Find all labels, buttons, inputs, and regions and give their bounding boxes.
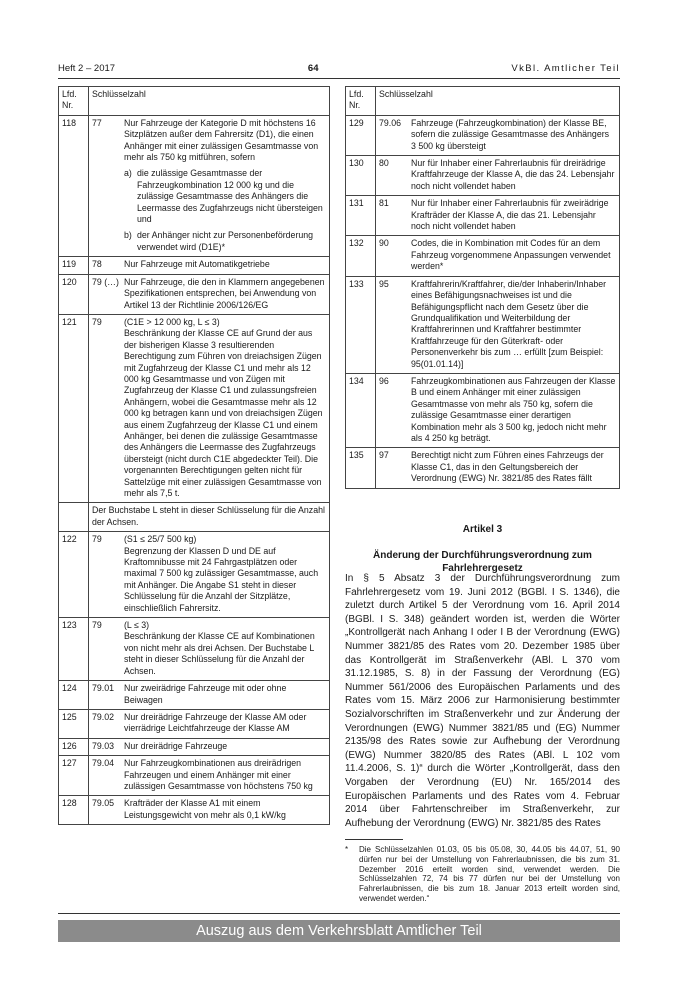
row-nr: 129 xyxy=(346,115,376,155)
row-text: Fahrzeugkombinationen aus Fahrzeugen der Klasse B und einem Anhänger mit einer zulässigen Gesamtmasse von mehr als 750 kg, sofern die zulässige Gesamtmasse einer derartigen Kombination mehr als 3 500 kg, jedoch nicht mehr als 4 250 kg beträgt. xyxy=(409,373,620,447)
row-nr: 120 xyxy=(59,274,89,314)
row-code: 97 xyxy=(376,448,410,488)
row-code: 79.06 xyxy=(376,115,410,155)
col-nr-header: Lfd. Nr. xyxy=(59,87,89,116)
footnote-rule xyxy=(345,839,403,840)
table-row xyxy=(346,276,620,373)
row-nr: 134 xyxy=(346,373,376,447)
table-row xyxy=(59,618,330,681)
right-column xyxy=(345,86,620,489)
table-row xyxy=(346,236,620,276)
row-nr: 131 xyxy=(346,196,376,236)
row-nr: 128 xyxy=(59,796,89,825)
table-row-note xyxy=(59,503,330,532)
row-nr: 119 xyxy=(59,257,89,274)
row-text: Berechtigt nicht zum Führen eines Fahrzeugs der Klasse C1, das in den Geltungsbereich der Verordnung (EWG) Nr. 3821/85 des Rates fällt xyxy=(409,448,620,488)
footer-banner: Auszug aus dem Verkehrsblatt Amtlicher Teil xyxy=(58,920,620,942)
article-body: In § 5 Absatz 3 der Durchführungsverordnung zum Fahrlehrergesetz vom 19. Juni 2012 (BGBl. I S. 1346), die zuletzt durch Artikel 5 der Verordnung vom 16. April 2014 (BGBl. I S. 348) geändert worden ist, werden die Wörter „Kontrollgerät nach Anhang I oder I B der Verordnung (EWG) Nummer 3821/85 des Rates vom 20. Dezember 1985 über das Kontrollgerät im Straßenverkehr (ABl. L 370 vom 31.12.1985, S. 8) in der Fassung der Verordnung (EG) Nummer 561/2006 des Europäischen Parlaments und des Rates vom 15. März 2006 zur Harmonisierung bestimmter Sozialvorschriften im Straßenverkehr und zur Änderung der Verordnungen (EWG) Nummer 3821/85 und (EG) Nummer 2135/98 des Rates sowie zur Aufhebung der Verordnung (EWG) Nummer 3820/85 des Rates (ABl. L 102 vom 11.4.2006, S. 1)“ durch die Wörter „Kontrollgerät, dass den Vorgaben der Verordnung (EU) Nr. 165/2014 des Europäischen Parlaments und des Rates vom 4. Februar 2014 über Fahrtenschreiber im Straßenverkehr, zur Aufhebung der Verordnung (EWG) Nr. 3821/85 des Rates xyxy=(345,573,620,829)
table-row xyxy=(59,709,330,738)
row-text: Nur für Inhaber einer Fahrerlaubnis für dreirädrige Kraftfahrzeuge der Klasse A, die das 24. Lebensjahr noch nicht vollendet haben xyxy=(409,156,620,196)
row-code: 79.04 xyxy=(89,756,123,796)
col-key-header: Schlüsselzahl xyxy=(89,87,330,116)
table-row xyxy=(346,115,620,155)
row-code: 79 xyxy=(89,618,123,681)
row-text: Nur Fahrzeuge mit Automatikgetriebe xyxy=(122,257,330,274)
col-key-header: Schlüsselzahl xyxy=(376,87,620,116)
footer-rule xyxy=(58,913,620,914)
row-detail-text: Begrenzung der Klassen D und DE auf Kraftomnibusse mit 24 Fahrgastplätzen oder maximal 7 500 kg zulässiger Gesamtmasse, auch mit Anhänger. Die Angabe S1 steht in dieser Schlüsselung für die Anzahl der Sitzplätze, einschließlich Fahrersitz. xyxy=(124,545,319,613)
row-text: Krafträder der Klasse A1 mit einem Leistungsgewicht von mehr als 0,1 kW/kg xyxy=(122,796,330,825)
row-main-text: Nur Fahrzeuge der Kategorie D mit höchstens 16 Sitzplätzen außer dem Fahrersitz (D1), die einen Anhänger mit einer zulässigen Gesamtmasse von mehr als 750 kg mitführen, sofern xyxy=(124,117,319,163)
key-table-right xyxy=(345,86,620,489)
table-row xyxy=(346,156,620,196)
row-code: 90 xyxy=(376,236,410,276)
row-code: 78 xyxy=(89,257,123,274)
issue-label: Heft 2 – 2017 xyxy=(58,62,116,74)
row-code: 79.05 xyxy=(89,796,123,825)
row-text: Nur dreirädrige Fahrzeuge der Klasse AM oder vierrädrige Leichtfahrzeuge der Klasse AM xyxy=(122,709,330,738)
sub-item-label: b) xyxy=(124,230,132,241)
row-note: Der Buchstabe L steht in dieser Schlüsselung für die Anzahl der Achsen. xyxy=(89,503,330,532)
row-main-text: (C1E > 12 000 kg, L ≤ 3) xyxy=(124,316,220,327)
row-nr: 126 xyxy=(59,738,89,755)
col-nr-header: Lfd. Nr. xyxy=(346,87,376,116)
row-text: Nur für Inhaber einer Fahrerlaubnis für zweirädrige Krafträder der Klasse A, die das 21. Lebensjahr noch nicht vollendet haben xyxy=(409,196,620,236)
row-detail-text: Beschränkung der Klasse CE auf Kombinationen von nicht mehr als drei Achsen. Der Buchstabe L steht in dieser Schlüsselung für die Anzahl der Achsen. xyxy=(124,631,315,676)
row-text: Nur Fahrzeuge, die den in Klammern angegebenen Spezifikationen entsprechen, bei Anwendung von Artikel 13 der Richtlinie 2006/126/EG xyxy=(122,274,330,314)
left-column xyxy=(58,86,330,825)
header-rule xyxy=(58,78,620,79)
article-number: Artikel 3 xyxy=(462,524,503,535)
sub-item-label: a) xyxy=(124,168,132,179)
table-row xyxy=(59,756,330,796)
sub-item-text: die zulässige Gesamtmasse der Fahrzeugkombination 12 000 kg und die zulässige Gesamtmasse des Anhängers die Leermasse des Zugfahrzeugs nicht übersteigen und xyxy=(137,168,323,225)
row-nr-empty xyxy=(59,503,89,532)
table-row xyxy=(59,274,330,314)
row-code: 79.03 xyxy=(89,738,123,755)
row-nr: 135 xyxy=(346,448,376,488)
sub-item-text: der Anhänger nicht zur Personenbeförderung verwendet wird (D1E)* xyxy=(137,230,314,252)
row-code: 81 xyxy=(376,196,410,236)
row-nr: 130 xyxy=(346,156,376,196)
row-nr: 118 xyxy=(59,115,89,256)
key-table-left xyxy=(58,86,330,825)
row-code: 96 xyxy=(376,373,410,447)
row-code: 79.01 xyxy=(89,681,123,710)
table-row xyxy=(59,681,330,710)
row-main-text: (S1 ≤ 25/7 500 kg) xyxy=(124,534,197,545)
row-text: Nur dreirädrige Fahrzeuge xyxy=(122,738,330,755)
row-nr: 132 xyxy=(346,236,376,276)
row-code: 80 xyxy=(376,156,410,196)
table-header-row xyxy=(346,87,620,116)
row-text xyxy=(122,618,330,681)
row-nr: 127 xyxy=(59,756,89,796)
journal-title: VkBl. Amtlicher Teil xyxy=(511,62,620,74)
row-text: Fahrzeuge (Fahrzeugkombination) der Klasse BE, sofern die zulässige Gesamtmasse des Anhängers 3 500 kg übersteigt xyxy=(409,115,620,155)
row-main-text: (L ≤ 3) xyxy=(124,620,150,631)
row-nr: 121 xyxy=(59,314,89,503)
row-nr: 133 xyxy=(346,276,376,373)
table-row xyxy=(59,115,330,256)
row-text: Kraftfahrerin/Kraftfahrer, die/der Inhaberin/Inhaber eines Befähigungsnachweises ist und die Befähigungspflicht nach dem Gesetz über die Grundqualifikation und Weiterbildung der Kraftfahrerinnen und Kraftfahrer bestimmter Kraftfahrzeuge für den Güterkraft- oder Personenverkehr bis zum … erfüllt [zum Beispiel: 95(01.01.14)] xyxy=(409,276,620,373)
table-row xyxy=(346,196,620,236)
row-text xyxy=(122,115,330,256)
page-header xyxy=(58,60,620,76)
row-text: Codes, die in Kombination mit Codes für an dem Fahrzeug vorgenommene Anpassungen verwendet werden* xyxy=(409,236,620,276)
table-row xyxy=(59,532,330,618)
table-row xyxy=(59,314,330,503)
sub-item-b xyxy=(124,230,326,253)
table-row xyxy=(59,796,330,825)
table-row xyxy=(59,738,330,755)
footnote-marker: * xyxy=(345,845,349,854)
row-nr: 125 xyxy=(59,709,89,738)
row-code: 79 xyxy=(89,532,123,618)
row-text xyxy=(122,532,330,618)
table-row xyxy=(346,373,620,447)
row-text xyxy=(122,314,330,503)
footnote xyxy=(345,845,620,904)
row-nr: 123 xyxy=(59,618,89,681)
article-title: Änderung der Durchführungsverordnung zum Fahrlehrergesetz xyxy=(373,550,592,574)
footnote-text: Die Schlüsselzahlen 01.03, 05 bis 05.08, 30, 44.05 bis 44.07, 51, 90 dürfen nur bei der Umstellung von Fahrerlaubnissen, die bis zum 31. Dezember 2016 erteilt worden sind, verwendet werden. Die Schlüsselzahlen 72, 74 bis 77 dürfen nur bei der Umstellung von Fahrerlaubnissen, die bis zum 18. Januar 2013 erteilt worden sind, verwendet werden.“ xyxy=(359,845,620,903)
table-row xyxy=(346,448,620,488)
row-detail-text: Beschränkung der Klasse CE auf Grund der aus der bisherigen Klasse 3 resultierenden Berechtigung zum Führen von dreiachsigen Zügen mit Zugfahrzeug der Klasse C1 und mehr als 12 000 kg Gesamtmasse und von Zügen mit Zugfahrzeug der Klasse C1 und zulassungsfreien Anhängern, wobei die Gesamtmasse mehr als 12 000 kg betragen kann und von dreiachsigen Zügen aus einem Zugfahrzeug der Klasse C1 und einem Anhänger, bei denen die zulässige Gesamtmasse des Anhängers die Leermasse des Zugfahrzeugs übersteigt (nicht durch C1E abgedeckter Teil). Die vorgenannten Berechtigungen gelten nicht für Sattelzüge mit einer zulässigen Gesamtmasse von mehr als 7,5 t. xyxy=(124,328,323,498)
sub-item-a xyxy=(124,168,326,225)
row-code: 95 xyxy=(376,276,410,373)
row-nr: 124 xyxy=(59,681,89,710)
row-code: 77 xyxy=(89,115,123,256)
row-code: 79 (…) xyxy=(89,274,123,314)
table-row xyxy=(59,257,330,274)
page-number: 64 xyxy=(307,62,319,74)
row-code: 79 xyxy=(89,314,123,503)
row-nr: 122 xyxy=(59,532,89,618)
table-header-row xyxy=(59,87,330,116)
row-text: Nur zweirädrige Fahrzeuge mit oder ohne Beiwagen xyxy=(122,681,330,710)
row-code: 79.02 xyxy=(89,709,123,738)
row-text: Nur Fahrzeugkombinationen aus dreirädrigen Fahrzeugen und einem Anhänger mit einer zulässigen Gesamtmasse von höchstens 750 kg xyxy=(122,756,330,796)
